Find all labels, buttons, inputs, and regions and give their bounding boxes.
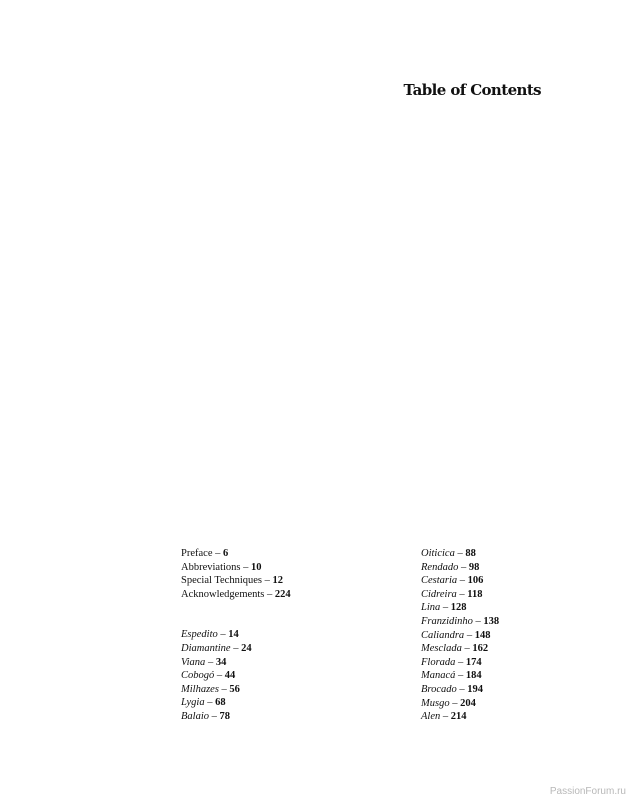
toc-entry[interactable] <box>181 696 291 710</box>
toc-entry-page: 56 <box>229 683 240 695</box>
toc-entry-title: Balaio <box>181 710 209 722</box>
toc-entry-title: Lygia <box>181 697 205 709</box>
toc-entry-separator: – <box>240 561 251 573</box>
toc-entry-title: Espedito <box>181 629 218 641</box>
toc-entry[interactable] <box>181 628 291 642</box>
toc-entry-separator: – <box>472 615 484 627</box>
pattern-list-left <box>181 628 291 723</box>
toc-entry-page: 12 <box>272 575 284 587</box>
section-gap <box>181 601 291 628</box>
toc-entry-separator: – <box>456 683 468 695</box>
toc-entry-title: Manacá <box>421 670 456 682</box>
toc-entry[interactable] <box>421 656 499 670</box>
toc-entry-title: Special Techniques <box>181 575 263 587</box>
toc-entry-title: Mesclada <box>421 643 462 655</box>
toc-entry[interactable] <box>181 683 291 697</box>
toc-entry-page: 68 <box>215 697 226 709</box>
toc-entry-title: Lina <box>421 602 441 614</box>
toc-entry-page: 6 <box>222 548 229 559</box>
toc-entry-separator: – <box>455 656 466 668</box>
toc-column-right <box>421 547 499 724</box>
toc-entry-title: Preface <box>181 548 213 559</box>
toc-entry-separator: – <box>461 643 473 655</box>
toc-entry-separator: – <box>440 711 451 723</box>
toc-entry-title: Cestaria <box>421 575 458 587</box>
toc-entry[interactable] <box>181 710 291 724</box>
toc-entry-separator: – <box>209 710 220 722</box>
toc-entry-separator: – <box>230 642 242 654</box>
toc-entry-title: Rendado <box>421 561 459 573</box>
toc-entry[interactable] <box>181 642 291 656</box>
toc-entry-separator: – <box>456 588 468 600</box>
toc-entry-page: 10 <box>251 561 262 573</box>
watermark: PassionForum.ru <box>549 786 626 797</box>
toc-entry-title: Acknowledgements <box>181 588 265 600</box>
toc-entry-page: 224 <box>274 588 291 600</box>
page-title: Table of Contents <box>403 81 541 99</box>
toc-entry-page: 78 <box>219 710 230 722</box>
toc-entry-separator: – <box>212 548 223 559</box>
toc-entry[interactable] <box>421 588 499 602</box>
toc-entry[interactable] <box>421 710 499 724</box>
toc-entry-separator: – <box>455 670 466 682</box>
toc-entry-title: Florada <box>421 656 456 668</box>
toc-entry-separator: – <box>454 548 466 559</box>
toc-entry-separator: – <box>449 697 461 709</box>
toc-column-left <box>181 547 291 724</box>
toc-entry-page: 34 <box>215 656 227 668</box>
toc-entry-page: 194 <box>467 683 484 695</box>
toc-entry[interactable] <box>421 615 499 629</box>
toc-entry[interactable] <box>181 669 291 683</box>
toc-entry-title: Viana <box>181 656 206 668</box>
toc-entry-page: 184 <box>465 670 482 682</box>
toc-entry-separator: – <box>262 575 273 587</box>
toc-entry-separator: – <box>464 629 475 641</box>
toc-entry-title: Caliandra <box>421 629 465 641</box>
toc-entry[interactable] <box>421 669 499 683</box>
toc-entry-title: Cidreira <box>421 588 457 600</box>
toc-entry-title: Brocado <box>421 683 457 695</box>
pattern-list-right <box>421 547 499 724</box>
front-matter-list <box>181 547 291 601</box>
toc-entry-title: Diamantine <box>181 642 231 654</box>
toc-entry-page: 174 <box>465 656 482 668</box>
toc-entry-page: 88 <box>465 548 476 559</box>
toc-entry-title: Alen <box>421 711 441 723</box>
toc-entry[interactable] <box>421 642 499 656</box>
toc-entry-page: 24 <box>241 642 252 654</box>
toc-entry[interactable] <box>181 547 291 561</box>
toc-entry-title: Musgo <box>421 697 450 709</box>
toc-entry-title: Franzidinho <box>421 615 473 627</box>
toc-entry[interactable] <box>421 629 499 643</box>
toc-entry-page: 128 <box>450 602 467 614</box>
toc-entry[interactable] <box>421 601 499 615</box>
toc-entry-title: Abbreviations <box>181 561 241 573</box>
toc-entry[interactable] <box>421 547 499 561</box>
toc-entry-page: 106 <box>467 575 484 587</box>
toc-entry[interactable] <box>421 574 499 588</box>
toc-entry-separator: – <box>457 575 468 587</box>
toc-entry-page: 118 <box>467 588 483 600</box>
toc-entry[interactable] <box>181 588 291 602</box>
toc-entry-page: 98 <box>468 561 480 573</box>
toc-entry-separator: – <box>264 588 275 600</box>
toc-entry-separator: – <box>217 629 229 641</box>
toc-entry[interactable] <box>421 697 499 711</box>
toc-entry-page: 14 <box>228 629 239 641</box>
toc-entry[interactable] <box>181 656 291 670</box>
toc-entry[interactable] <box>421 683 499 697</box>
toc-entry-page: 148 <box>474 629 491 641</box>
toc-entry-title: Cobogó <box>181 670 215 682</box>
toc-entry-separator: – <box>204 697 216 709</box>
toc-entry-separator: – <box>205 656 216 668</box>
toc-entry-title: Milhazes <box>181 683 219 695</box>
toc-entry[interactable] <box>181 574 291 588</box>
toc-entry-separator: – <box>218 683 230 695</box>
toc-entry[interactable] <box>421 561 499 575</box>
toc-entry-page: 162 <box>472 643 489 655</box>
toc-entry-page: 44 <box>224 670 236 682</box>
toc-entry[interactable] <box>181 561 291 575</box>
toc-entry-page: 138 <box>483 615 500 627</box>
toc-entry-page: 214 <box>450 711 467 723</box>
toc-entry-separator: – <box>214 670 225 682</box>
toc-entry-separator: – <box>440 602 451 614</box>
toc-entry-page: 204 <box>460 697 476 709</box>
toc-entry-title: Oiticica <box>421 548 455 559</box>
toc-entry-separator: – <box>458 561 469 573</box>
